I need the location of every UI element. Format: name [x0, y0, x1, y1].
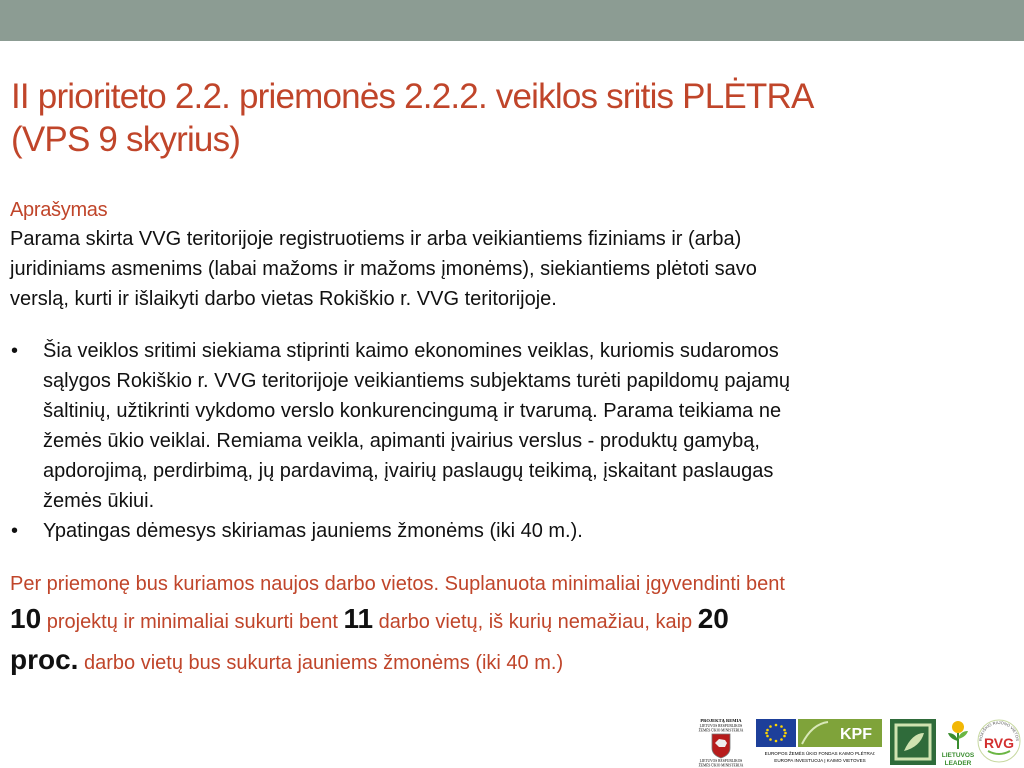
top-bar: [0, 0, 1024, 41]
eu-caption: EUROPOS ŽEMĖS ŪKIO FONDAS KAIMO PLĖTRAI:: [764, 751, 876, 756]
lietuvos-leader-logo: [940, 717, 976, 767]
highlight-text: darbo vietų, iš kurių nemažiau, kaip: [373, 611, 698, 633]
section-heading: Aprašymas: [10, 199, 108, 221]
bullet-list: [10, 336, 1015, 546]
spacer: [10, 546, 1015, 568]
slide-content: [10, 196, 1015, 682]
slide-title: [11, 75, 1011, 161]
highlight-text: projektų ir minimaliai sukurti bent: [41, 611, 344, 633]
leaf-icon: [948, 733, 958, 741]
swoosh-icon: [988, 751, 1010, 754]
highlight-line: [10, 641, 1015, 682]
ministry-top-text: PROJEKTĄ REMIA: [700, 718, 742, 723]
ministry-top-text: LIETUVOS RESPUBLIKOS: [699, 724, 743, 728]
title-line: II prioriteto 2.2. priemonės 2.2.2. veiklos sritis PLĖTRA: [11, 77, 814, 116]
highlight-number: 11: [343, 603, 374, 634]
highlight-paragraph: [10, 568, 1015, 682]
highlight-number: 10: [10, 603, 42, 634]
rvg-ring-text: ROKIŠKIO RAJONO VIETOS: [977, 719, 1021, 742]
bullet-line: žemės ūkio veiklai. Remiama veikla, apimanti įvairius verslus - produktų gamybą,: [43, 430, 760, 452]
bullet-item: [10, 336, 1015, 516]
ministry-bottom-text: ŽEMĖS ŪKIO MINISTERIJA: [698, 763, 744, 768]
intro-line: Parama skirta VVG teritorijoje registruotiems ir arba veikiantiems fiziniams ir (arba): [10, 228, 742, 250]
bullet-line: šaltinių, užtikrinti vykdomo verslo konkurencingumą ir tvarumą. Parama teikiama ne: [43, 400, 782, 422]
intro-paragraph: [10, 224, 1015, 314]
bullet-line: žemės ūkiui.: [43, 490, 155, 512]
bullet-line: sąlygos Rokiškio r. VVG teritorijoje veikiantiems subjektams turėti papildomų pajamų: [43, 370, 790, 392]
highlight-number: 20: [697, 603, 729, 634]
leader-text: LEADER: [944, 760, 972, 767]
bullet-item: [10, 516, 1015, 546]
intro-line: juridiniams asmenims (labai mažoms ir mažoms įmonėms), siekiantiems plėtoti savo: [10, 258, 757, 280]
logo-strip: [0, 714, 1024, 768]
highlight-line: Per priemonę bus kuriamos naujos darbo vietos. Suplanuota minimaliai įgyvendinti bent: [10, 573, 785, 595]
ministry-bottom-text: LIETUVOS RESPUBLIKOS: [699, 759, 743, 763]
bullet-line: • Ypatingas dėmesys skiriamas jauniems žmonėms (iki 40 m.).: [43, 520, 583, 542]
eu-kpf-logo: [756, 719, 884, 767]
intro-line: verslą, kurti ir išlaikyti darbo vietas Rokiškio r. VVG teritorijoje.: [10, 288, 557, 310]
ministry-logo: [690, 716, 752, 768]
kpf-label: KPF: [840, 726, 872, 743]
sun-icon: [952, 721, 964, 733]
spacer: [10, 314, 1015, 336]
eu-flag-icon: [756, 719, 796, 747]
eu-caption: EUROPA INVESTUOJA Į KAIMO VIETOVES: [774, 758, 866, 763]
title-line: (VPS 9 skyrius): [11, 120, 241, 159]
coat-of-arms-icon: [712, 734, 730, 758]
highlight-line: [10, 600, 1015, 641]
rokiskio-vvg-logo: [976, 715, 1022, 767]
leader-square-logo: [890, 719, 936, 765]
leader-text: LIETUVOS: [941, 752, 975, 759]
bullet-line: apdorojimą, perdirbimą, jų pardavimą, įvairių paslaugų teikimą, įskaitant paslaugas: [43, 460, 774, 482]
rvg-mark: RVG: [983, 735, 1015, 751]
bullet-line: • Šia veiklos sritimi siekiama stiprinti kaimo ekonomines veiklas, kuriomis sudaromos: [43, 340, 779, 362]
highlight-number: proc.: [10, 644, 79, 675]
ministry-top-text: ŽEMĖS ŪKIO MINISTERIJA: [698, 728, 744, 733]
highlight-text: darbo vietų bus sukurta jauniems žmonėms (iki 40 m.): [78, 652, 564, 674]
